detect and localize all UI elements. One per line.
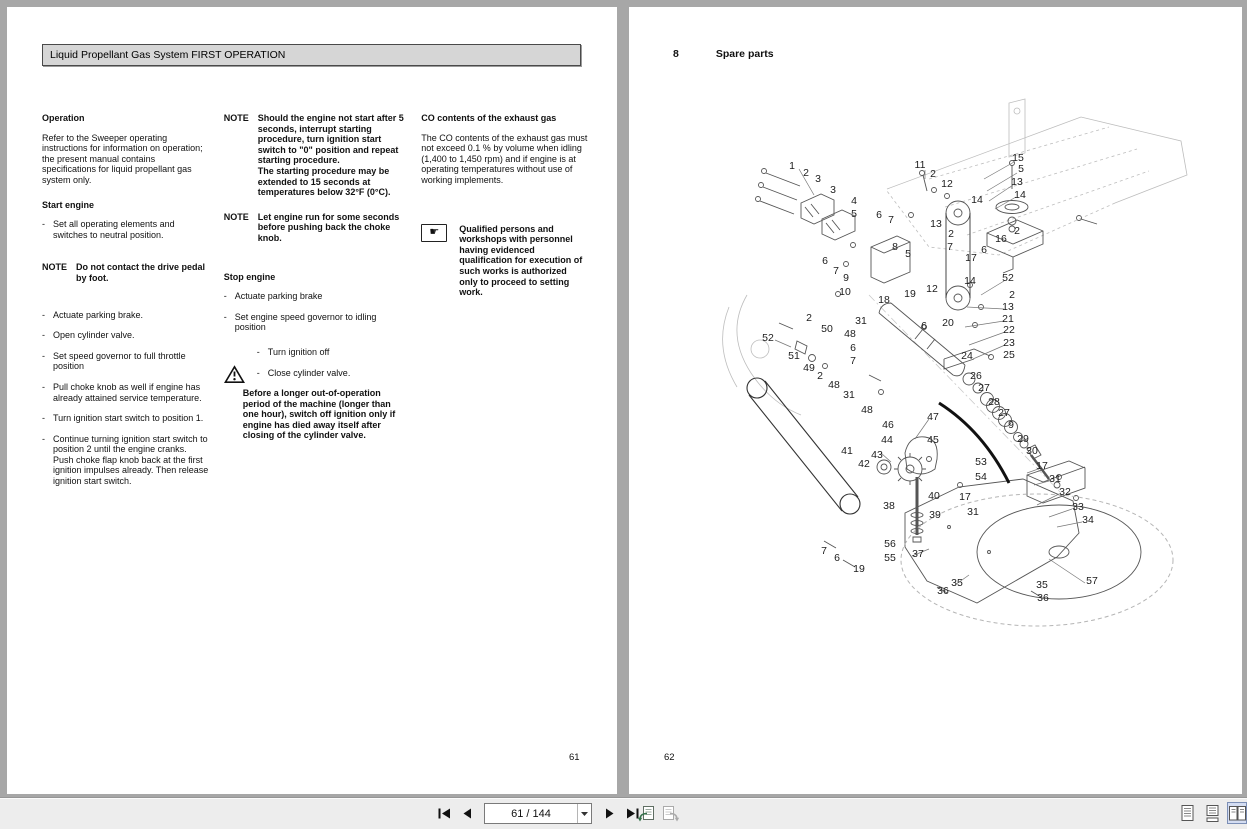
- note-text: [258, 113, 406, 198]
- list-item: - Actuate parking brake: [224, 291, 406, 302]
- note-label: NOTE: [223, 113, 249, 123]
- single-page-icon: [1181, 805, 1194, 821]
- part-number-label: 24: [961, 350, 973, 362]
- section-header-box: Liquid Propellant Gas System FIRST OPERATION: [42, 44, 581, 66]
- part-number-label: 31: [967, 506, 979, 518]
- qualified-text: Qualified persons and workshops with personnel having evidenced qualification for execution of such works is authorized only to proceed to setting work.: [459, 223, 583, 298]
- sub-list-item: - Close cylinder valve.: [257, 368, 406, 379]
- part-number-label: 47: [927, 411, 939, 423]
- page-number: 61: [569, 752, 580, 763]
- chapter-title: Spare parts: [715, 48, 774, 60]
- part-number-label: 48: [844, 328, 856, 340]
- part-number-label: 5: [1018, 163, 1024, 175]
- part-number-label: 19: [853, 563, 865, 575]
- page-number-combo: [484, 803, 592, 824]
- next-page-icon: [605, 808, 614, 819]
- first-page-button[interactable]: [434, 804, 454, 824]
- note-block: [42, 262, 209, 283]
- note-block: [224, 113, 406, 198]
- part-number-label: 13: [1002, 301, 1014, 313]
- part-number-label: 52: [762, 332, 774, 344]
- sub-list-item: - Turn ignition off: [257, 347, 406, 358]
- part-number-label: 17: [1036, 460, 1048, 472]
- column-operation: [42, 113, 209, 497]
- part-number-label: 4: [851, 195, 857, 207]
- part-number-label: 6: [921, 320, 927, 332]
- heading-co-contents: CO contents of the exhaust gas: [421, 113, 557, 123]
- part-number-label: 15: [1012, 152, 1024, 164]
- paragraph: Refer to the Sweeper operating instructions for information on operation; the present manual contains specifications for liquid propellant gas system only.: [42, 132, 203, 185]
- part-number-label: 2: [1009, 289, 1015, 301]
- page-number: 62: [664, 752, 675, 763]
- part-number-label: 22: [1003, 324, 1015, 336]
- part-number-label: 48: [861, 404, 873, 416]
- previous-page-icon: [463, 808, 472, 819]
- note-label: NOTE: [42, 262, 68, 273]
- viewer-toolbar: [0, 797, 1247, 829]
- part-number-label: 31: [843, 389, 855, 401]
- part-number-label: 18: [878, 294, 890, 306]
- part-number-label: 36: [1037, 592, 1049, 604]
- part-number-label: 56: [884, 538, 896, 550]
- list-item: - Set speed governor to full throttle position: [42, 351, 209, 372]
- part-number-label: 44: [881, 434, 893, 446]
- part-number-label: 34: [1082, 514, 1094, 526]
- page-number-input[interactable]: [485, 808, 577, 820]
- part-number-label: 26: [970, 370, 982, 382]
- part-number-label: 29: [1017, 433, 1029, 445]
- part-number-label: 2: [948, 228, 954, 240]
- part-number-label: 40: [928, 490, 940, 502]
- part-number-label: 35: [951, 577, 963, 589]
- part-number-label: 5: [905, 248, 911, 260]
- part-number-label: 2: [817, 370, 823, 382]
- previous-view-button[interactable]: [636, 803, 656, 823]
- list-item: - Turn ignition start switch to position 1.: [42, 413, 209, 424]
- manual-page-62: [629, 7, 1242, 794]
- note-label: NOTE: [223, 211, 249, 222]
- part-number-label: 23: [1003, 337, 1015, 349]
- list-item: - Set all operating elements and switches to neutral position.: [42, 219, 209, 240]
- part-number-label: 46: [882, 419, 894, 431]
- list-item: - Set engine speed governor to idling position: [224, 312, 406, 333]
- part-number-label: 12: [926, 283, 938, 295]
- part-number-label: 36: [937, 585, 949, 597]
- part-number-label: 5: [851, 208, 857, 220]
- part-number-label: 53: [975, 456, 987, 468]
- note-text-part1: Should the engine not start after 5 seconds, interrupt starting procedure, turn ignition start switch to "0" position and repeat starting procedure.: [257, 113, 404, 166]
- part-number-label: 39: [929, 509, 941, 521]
- part-number-label: 16: [995, 233, 1007, 245]
- part-number-label: 17: [965, 252, 977, 264]
- list-item: - Actuate parking brake.: [42, 310, 209, 321]
- heading-stop-engine: Stop engine: [223, 271, 276, 282]
- part-number-label: 7: [850, 355, 856, 367]
- part-number-label: 57: [1086, 575, 1098, 587]
- diagram-label-layer: [629, 7, 1242, 794]
- list-item: - Open cylinder valve.: [42, 330, 209, 341]
- list-item: - Continue turning ignition start switch to position 2 until the engine cranks. Push choke flap knob back at the first ignition impulses already. Then release ignition start switch.: [42, 434, 209, 487]
- note-text: Let engine run for some seconds before pushing back the choke knob.: [257, 211, 400, 243]
- next-view-icon: [662, 805, 680, 822]
- single-page-layout-button[interactable]: [1177, 802, 1197, 824]
- part-number-label: 25: [1003, 349, 1015, 361]
- part-number-label: 2: [930, 168, 936, 180]
- part-number-label: 31: [855, 315, 867, 327]
- warning-row: [224, 368, 406, 379]
- text-columns: [42, 113, 590, 497]
- note-text: Do not contact the drive pedal by foot.: [76, 262, 206, 283]
- part-number-label: 20: [942, 317, 954, 329]
- part-number-label: 6: [981, 244, 987, 256]
- combo-dropdown-button[interactable]: [577, 804, 591, 823]
- paragraph: The CO contents of the exhaust gas must not exceed 0.1 % by volume when idling (1,400 to 1,450 rpm) and if engine is at operating temperatures without use of working implements.: [421, 132, 588, 185]
- column-notes-stop-engine: [224, 113, 406, 497]
- part-number-label: 33: [1072, 501, 1084, 513]
- part-number-label: 2: [803, 167, 809, 179]
- part-number-label: 12: [941, 178, 953, 190]
- part-number-label: 14: [964, 275, 976, 287]
- page-navigation-group: [434, 803, 642, 824]
- part-number-label: 7: [833, 265, 839, 277]
- part-number-label: 27: [998, 407, 1010, 419]
- note-block: [224, 212, 406, 244]
- part-number-label: 6: [876, 209, 882, 221]
- part-number-label: 7: [821, 545, 827, 557]
- part-number-label: 32: [1059, 486, 1071, 498]
- part-number-label: 30: [1026, 445, 1038, 457]
- facing-pages-layout-button[interactable]: [1227, 802, 1247, 824]
- pointing-hand-icon: [421, 224, 447, 242]
- continuous-pages-icon: [1206, 805, 1219, 822]
- warning-paragraph: Before a longer out-of-operation period of the machine (longer than one hour), switch off ignition only if engine has died away itself after closing of the cylinder valve.: [242, 388, 396, 441]
- part-number-label: 38: [883, 500, 895, 512]
- first-page-icon: [438, 808, 451, 819]
- part-number-label: 3: [815, 173, 821, 185]
- part-number-label: 9: [843, 272, 849, 284]
- part-number-label: 1: [789, 160, 795, 172]
- column-co-contents: [421, 113, 590, 497]
- part-number-label: 14: [971, 194, 983, 206]
- part-number-label: 42: [858, 458, 870, 470]
- page-layout-group: [1177, 802, 1247, 824]
- next-view-button[interactable]: [661, 803, 681, 823]
- part-number-label: 9: [1008, 419, 1014, 431]
- part-number-label: 6: [834, 552, 840, 564]
- continuous-layout-button[interactable]: [1202, 802, 1222, 824]
- part-number-label: 27: [978, 382, 990, 394]
- part-number-label: 11: [914, 159, 926, 171]
- part-number-label: 17: [959, 491, 971, 503]
- part-number-label: 7: [888, 214, 894, 226]
- manual-page-61: [7, 7, 617, 794]
- next-page-button[interactable]: [599, 804, 619, 824]
- part-number-label: 13: [1011, 176, 1023, 188]
- part-number-label: 10: [839, 286, 851, 298]
- part-number-label: 8: [892, 241, 898, 253]
- part-number-label: 3: [830, 184, 836, 196]
- part-number-label: 31: [1049, 473, 1061, 485]
- part-number-label: 2: [1014, 225, 1020, 237]
- part-number-label: 35: [1036, 579, 1048, 591]
- list-item: - Pull choke knob as well if engine has already attained service temperature.: [42, 382, 209, 403]
- part-number-label: 13: [930, 218, 942, 230]
- part-number-label: 6: [850, 342, 856, 354]
- part-number-label: 37: [912, 548, 924, 560]
- facing-pages-icon: [1229, 806, 1246, 821]
- part-number-label: 19: [904, 288, 916, 300]
- part-number-label: 41: [841, 445, 853, 457]
- part-number-label: 43: [871, 449, 883, 461]
- previous-page-button[interactable]: [457, 804, 477, 824]
- part-number-label: 52: [1002, 272, 1014, 284]
- chapter-number: 8: [673, 48, 679, 60]
- part-number-label: 49: [803, 362, 815, 374]
- view-history-group: [636, 803, 681, 823]
- part-number-label: 45: [927, 434, 939, 446]
- part-number-label: 48: [828, 379, 840, 391]
- part-number-label: 51: [788, 350, 800, 362]
- heading-operation: Operation: [42, 113, 85, 123]
- part-number-label: 50: [821, 323, 833, 335]
- part-number-label: 55: [884, 552, 896, 564]
- heading-start-engine: Start engine: [42, 199, 95, 210]
- part-number-label: 6: [822, 255, 828, 267]
- previous-view-icon: [637, 805, 655, 822]
- part-number-label: 21: [1002, 313, 1014, 325]
- chevron-down-icon: [581, 812, 588, 816]
- qualified-note: [421, 224, 590, 298]
- part-number-label: 2: [806, 312, 812, 324]
- part-number-label: 7: [947, 241, 953, 253]
- note-text-part2: The starting procedure may be extended to 15 seconds at temperatures below 32°F (0°C).: [257, 165, 391, 198]
- part-number-label: 54: [975, 471, 987, 483]
- part-number-label: 14: [1014, 189, 1026, 201]
- part-number-label: 28: [988, 396, 1000, 408]
- warning-triangle-icon: [224, 365, 245, 387]
